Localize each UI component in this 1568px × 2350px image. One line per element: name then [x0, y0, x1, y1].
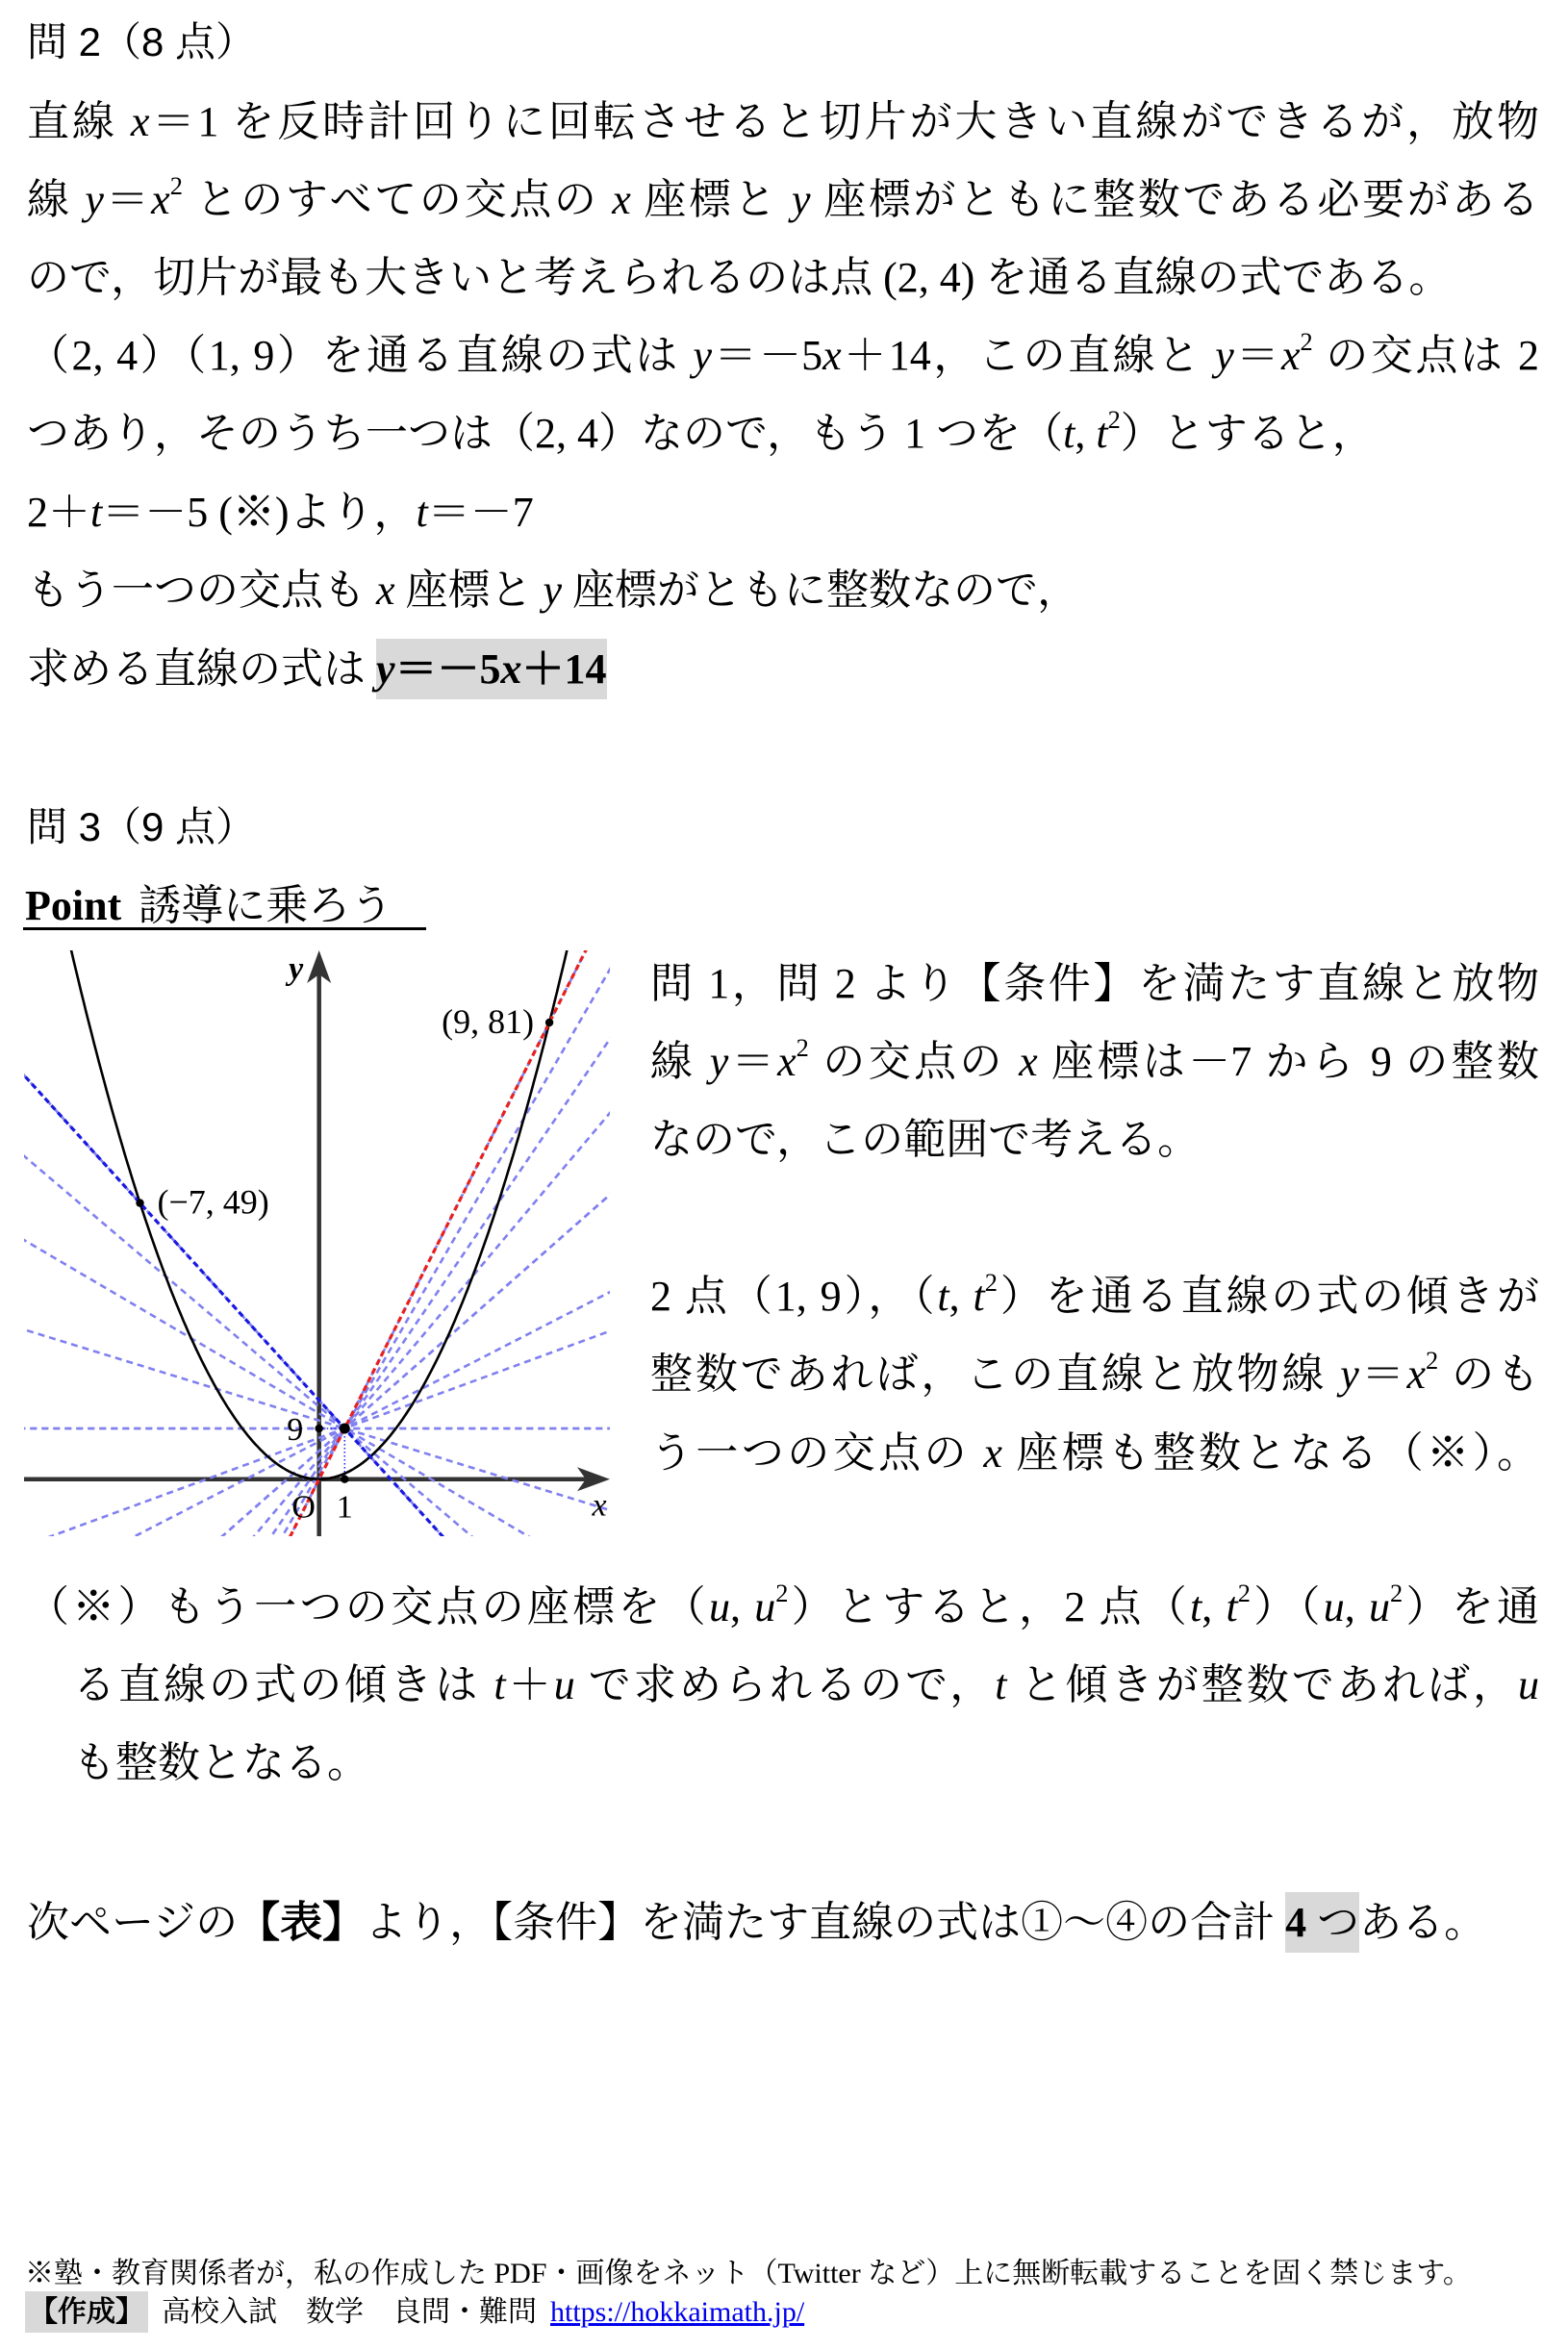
math-variable: u — [754, 1583, 776, 1630]
math-variable: x — [777, 1038, 797, 1085]
math-variable: y — [1215, 332, 1234, 379]
bold-text: ＋14 — [521, 645, 607, 693]
y-tick-label: 9 — [287, 1412, 304, 1448]
q3-right-text-line: 問 1，問 2 より【条件】を満たす直線と放物 — [650, 960, 1539, 1007]
bold-text: ＝－5 — [394, 645, 501, 693]
points — [136, 1002, 553, 1483]
math-variable: u — [708, 1583, 730, 1630]
math-variable: x — [983, 1429, 1002, 1477]
superscript: 2 — [1390, 1579, 1404, 1608]
superscript: 2 — [1426, 1346, 1439, 1376]
q3-right-text-line: う一つの交点の x 座標も整数となる（※）。 — [650, 1429, 1540, 1477]
answer-highlight: 4 つ — [1285, 1892, 1359, 1953]
site-link[interactable]: https://hokkaimath.jp/ — [550, 2296, 805, 2328]
footer-credit — [25, 2291, 804, 2334]
point-marker — [136, 1199, 143, 1206]
q3-note-line: る直線の式の傾きは t＋u で求められるので，t と傾きが整数であれば，u — [73, 1661, 1540, 1708]
question-2-heading: 問 2（8 点） — [27, 19, 257, 64]
origin-label: O — [291, 1489, 316, 1526]
q2-answer-line: 求める直線の式は y＝－5x＋14 — [27, 630, 1539, 708]
math-variable: y — [543, 567, 563, 614]
q3-note-line: も整数となる。 — [73, 1739, 369, 1786]
q2-text-line: 2＋t＝－5 (※)より，t＝－7 — [27, 489, 534, 536]
q2-text-line: つあり，そのうち一つは（2, 4）なので，もう 1 つを（t, $t^2$）とすると， — [27, 405, 1375, 457]
math-variable: y — [709, 1038, 729, 1085]
q2-text-line: （2, 4）（1, 9）を通る直線の式は y＝－5x＋14，この直線と $y=x^2$ の交点は 2 — [27, 327, 1540, 379]
site-name: 高校入試 数学 良問・難問 — [162, 2296, 537, 2328]
parabola-line-graph — [0, 923, 635, 1558]
point-marker — [545, 1019, 553, 1026]
point-marker — [316, 1425, 323, 1432]
bold-text: 4 — [1285, 1899, 1307, 1946]
math-variable: x — [822, 332, 842, 379]
math-variable: y — [1340, 1351, 1359, 1398]
math-variable: x — [130, 98, 150, 145]
math-variable: t — [995, 1661, 1007, 1708]
math-variable: t — [937, 1273, 949, 1320]
point-label: (9, 81) — [442, 1002, 535, 1041]
math-variable: t — [1096, 410, 1108, 457]
math-variable: x — [376, 567, 395, 614]
superscript: 2 — [775, 1579, 789, 1608]
footer-notice: ※塾・教育関係者が，私の作成した PDF・画像をネット（Twitter など）上に無断転載することを固く禁じます。 — [25, 2258, 1472, 2289]
math-variable: t — [1190, 1583, 1202, 1630]
y-axis-label: y — [289, 951, 304, 987]
bold-text: x — [500, 645, 522, 693]
math-variable: x — [1280, 332, 1301, 379]
point-label: Point — [25, 882, 122, 929]
math-variable: t — [1063, 410, 1075, 457]
math-variable: x — [612, 176, 631, 223]
q3-note-line: （※）もう一つの交点の座標を（u, $u^2$）とすると，2 点（t, $t^2)(u$, $u^2$）を通 — [27, 1579, 1540, 1630]
math-variable: u — [553, 1661, 575, 1708]
math-variable: t — [90, 489, 103, 536]
q3-right-text-line: 2 点（1, 9），（t, $t^2$）を通る直線の式の傾きが — [650, 1268, 1540, 1320]
x-axis-label: x — [592, 1487, 607, 1524]
author-badge: 【作成】 — [25, 2291, 148, 2333]
q3-right-text-line: 整数であれば，この直線と放物線 $y=x^2$ のも — [650, 1346, 1540, 1398]
bold-text: y — [376, 645, 395, 693]
q3-right-text-line: 線 $y=x^2$ の交点の x 座標は－7 から 9 の整数 — [650, 1033, 1539, 1085]
superscript: 2 — [1300, 327, 1313, 357]
point-text: 誘導に乗ろう — [139, 882, 393, 929]
bold-text: 【表】 — [238, 1899, 366, 1946]
point-marker — [341, 1476, 348, 1483]
answer-highlight — [376, 639, 607, 699]
q2-text-line: 線 $y=x^2$ とのすべての交点の x 座標と y 座標がともに整数である必要がある — [27, 171, 1540, 223]
math-variable: u — [1323, 1583, 1345, 1630]
superscript: 2 — [1237, 1579, 1251, 1608]
math-variable: x — [1406, 1351, 1427, 1398]
math-variable: t — [1226, 1583, 1238, 1630]
math-variable: y — [85, 176, 104, 223]
point-label: (−7, 49) — [157, 1182, 269, 1222]
q3-conclusion-line: 次ページの【表】より，【条件】を満たす直線の式は①～④の合計 4 つある。 — [27, 1883, 1539, 1961]
math-variable: x — [1019, 1038, 1038, 1085]
math-variable: t — [416, 489, 428, 536]
superscript: 2 — [1107, 405, 1121, 435]
q2-text-line: 直線 x＝1 を反時計回りに回転させると切片が大きい直線ができるが，放物 — [27, 98, 1540, 145]
q3-right-text-line: なので，この範囲で考える。 — [650, 1116, 1201, 1163]
math-variable: x — [151, 176, 170, 223]
superscript: 2 — [984, 1268, 998, 1298]
math-variable: t — [973, 1273, 985, 1320]
math-variable: t — [493, 1661, 506, 1708]
point-marker — [340, 1424, 350, 1434]
q2-text-line: ので，切片が最も大きいと考えられるのは点 (2, 4) を通る直線の式である。 — [27, 254, 1452, 301]
x-tick-label: 1 — [336, 1489, 353, 1526]
superscript: 2 — [796, 1033, 809, 1063]
superscript: 2 — [169, 171, 183, 201]
math-variable: u — [1369, 1583, 1391, 1630]
question-3-heading: 問 3（9 点） — [27, 804, 257, 849]
math-variable: y — [792, 176, 811, 223]
math-variable: u — [1518, 1661, 1540, 1708]
math-variable: y — [693, 332, 713, 379]
q2-text-line: もう一つの交点も x 座標と y 座標がともに整数なので， — [27, 567, 1080, 614]
